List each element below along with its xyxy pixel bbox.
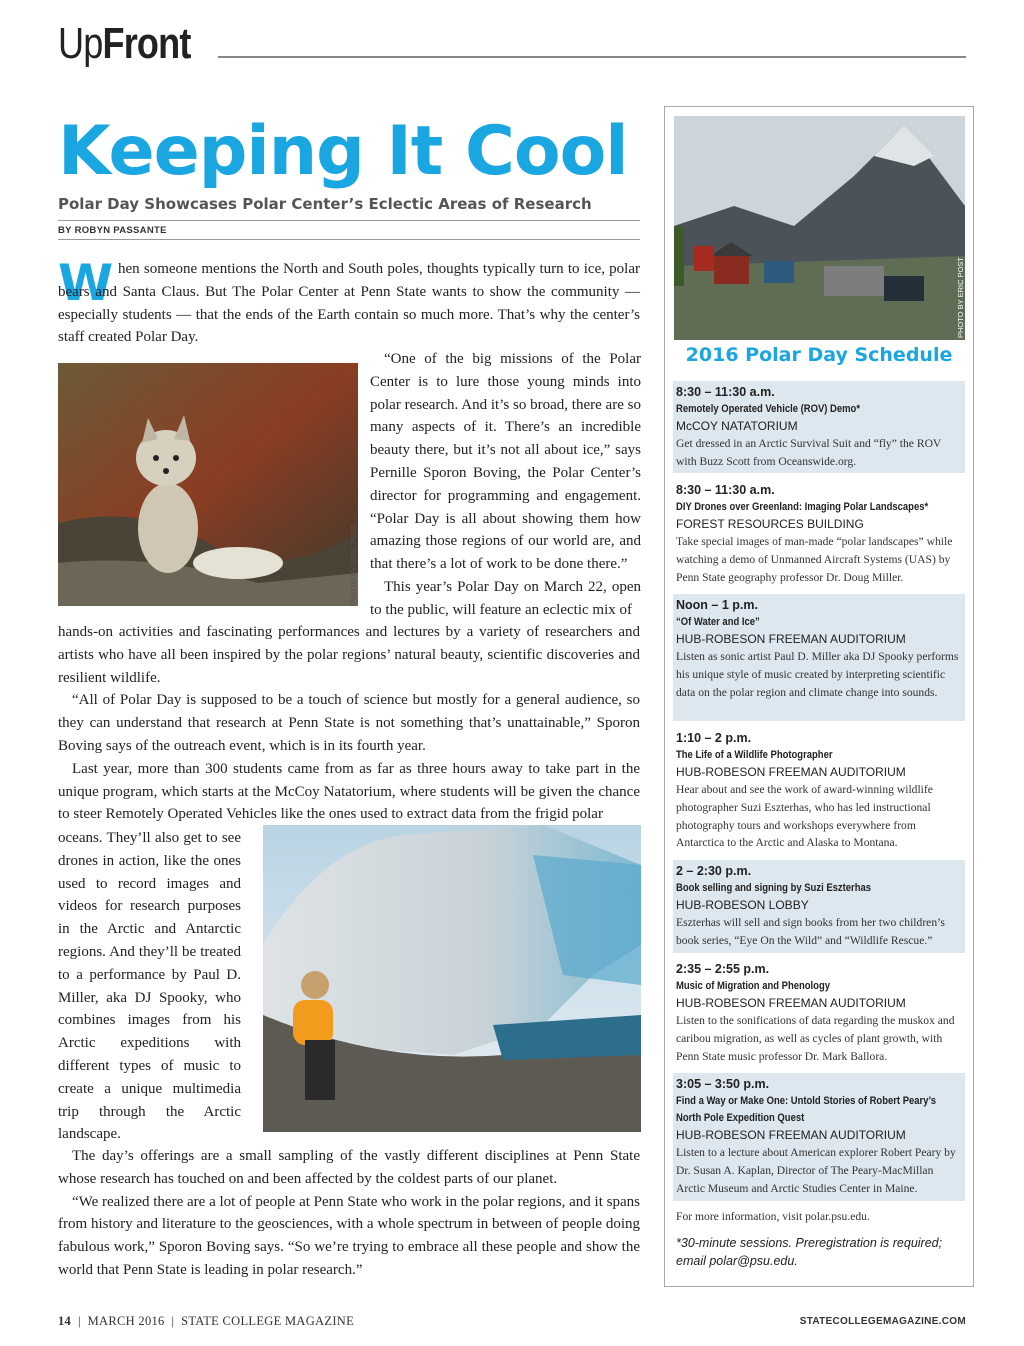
magazine-name: STATE COLLEGE MAGAZINE (181, 1314, 355, 1328)
event-name: Remotely Operated Vehicle (ROV) Demo* (676, 403, 860, 415)
event-time: 3:05 – 3:50 p.m. (676, 1077, 770, 1091)
event-desc: Hear about and see the work of award-winning wildlife photographer Suzi Eszterhas, who has led instructional photography tours and workshops everywhere from Antarctica to the Arctic and Alaska to Montana. (676, 783, 933, 850)
event-time: Noon – 1 p.m. (676, 598, 758, 612)
event-name: Find a Way or Make One: Untold Stories of Robert Peary’s North Pole Expedition Quest (676, 1095, 937, 1124)
schedule-title: 2016 Polar Day Schedule (685, 344, 953, 366)
footer-left: 14 | MARCH 2016 | STATE COLLEGE MAGAZINE (58, 1314, 355, 1328)
paragraph-5-column (58, 827, 241, 1146)
arctic-fox-image (58, 363, 358, 606)
issue-date: MARCH 2016 (87, 1314, 165, 1328)
event-name: “Of Water and Ice” (676, 616, 760, 628)
page-number: 14 (58, 1314, 72, 1328)
event-desc: Listen as sonic artist Paul D. Miller aka DJ Spooky performs his unique style of music created by interpreting scientific data on the polar region and climate change into sounds. (676, 650, 959, 699)
event-time: 2:35 – 2:55 p.m. (676, 962, 770, 976)
event-desc: Eszterhas will sell and sign books from her two children’s book series, “Eye On the Wild” and “Wildlife Rescue.” (676, 916, 945, 947)
event-time: 1:10 – 2 p.m. (676, 731, 752, 745)
paragraph-3 (58, 621, 640, 826)
paragraph-3-start: This year’s Polar Day on March 22, open to the public, will feature an eclectic mix of (370, 578, 641, 618)
subtitle-rule (58, 220, 640, 221)
header-rule (218, 56, 966, 58)
drop-cap: W (58, 254, 114, 312)
paragraph-4: “All of Polar Day is supposed to be a touch of science but mostly for a general audience, so they can understand that research at Penn State is not something that’s unattainable,” Sporon Boving says of the outreach event, which is in its fourth year. (58, 692, 640, 754)
arctic-fox-photo (58, 363, 358, 606)
village-photo-credit: PHOTO BY ERIC POST (956, 257, 965, 338)
paragraph-7: “We realized there are a lot of people at Penn State who work in the polar regions, and it spans from history and literature to the geosciences, with a whole spectrum in between of people doing fabulous work,” Sporon Boving says. “So we’re trying to embrace all these people and show the world that Penn State is leading in polar research.” (58, 1193, 640, 1278)
section-header (58, 19, 191, 68)
event-time: 2 – 2:30 p.m. (676, 864, 752, 878)
paragraph-5-rest: oceans. They’ll also get to see drones in action, like the ones used to record images and videos for research purposes in the Arctic and Antarctic regions. And they’ll be treated to a performance by Paul D. Miller, aka DJ Spooky, who combines images from his Arctic expeditions with different types of music to create a unique multimedia trip through the Arctic landscape. (58, 830, 241, 1143)
event-desc: Get dressed in an Arctic Survival Suit and “fly” the ROV with Buzz Scott from Oceanswide.org. (676, 437, 942, 468)
event-place: FOREST RESOURCES BUILDING (676, 517, 864, 531)
event-desc: Listen to the sonifications of data regarding the muskox and caribou migration, as well as cycles of plant growth, with Penn State music professor Dr. Mark Ballora. (676, 1014, 955, 1063)
section-header-up: Up (58, 19, 103, 68)
paragraph-5-start: Last year, more than 300 students came from as far as three hours away to take part in the unique program, which starts at the McCoy Natatorium, where students will be given the chance to steer Remotely Operated Vehicles like the ones used to extract data from the frigid polar (58, 760, 640, 823)
event-desc: Take special images of man-made “polar landscapes” while watching a demo of Unmanned Aircraft Systems (UAS) by Penn State geography professor Dr. Doug Miller. (676, 535, 953, 584)
event-name: DIY Drones over Greenland: Imaging Polar Landscapes* (676, 501, 929, 513)
paragraph-3-rest: hands-on activities and fascinating performances and lectures by a variety of researchers and artists who have all been inspired by the polar regions’ natural beauty, scientific discoveries and resilient wildlife. (58, 624, 640, 686)
paragraph-1 (58, 254, 640, 349)
paragraph-2-text: “One of the big missions of the Polar Center is to lure those young minds into polar research. And it’s so broad, there are so many aspects of it. There’s an incredible beauty there, but it’s not all about ice,” says Pernille Sporon Boving, the Polar Center’s director for programming and engagement. “Polar Day is all about showing them how amazing those regions of our world are, and that there’s a lot of work to be done there.” (370, 351, 641, 573)
glacier-image (263, 825, 641, 1132)
preregistration-note: *30-minute sessions. Preregistration is required; email polar@psu.edu. (676, 1236, 943, 1268)
paragraph-1-text: hen someone mentions the North and South poles, thoughts typically turn to ice, polar bears and Santa Claus. But The Polar Center at Penn State wants to show the community — especially students — that the ends of the Earth contain so much more. That’s why the center’s staff created Polar Day. (58, 261, 640, 346)
event-place: HUB-ROBESON LOBBY (676, 898, 809, 912)
event-desc: Listen to a lecture about American explorer Robert Peary by Dr. Susan A. Kaplan, Director of The Peary-MacMillan Arctic Museum and Arctic Studies Center in Maine. (676, 1146, 956, 1195)
closing-paragraphs (58, 1145, 640, 1282)
event-place: HUB-ROBESON FREEMAN AUDITORIUM (676, 765, 906, 779)
section-header-front: Front (102, 19, 191, 68)
footer-site: STATECOLLEGEMAGAZINE.COM (799, 1316, 966, 1327)
fox-photo-credit: PHOTO BY ERIC POST (349, 524, 358, 605)
byline-rule (58, 239, 640, 240)
greenland-village-photo (674, 116, 965, 340)
byline: BY ROBYN PASSANTE (58, 225, 167, 236)
paragraph-6: The day’s offerings are a small sampling of the vastly different disciplines at Penn State whose research has touched on and been affected by the coldest parts of our planet. (58, 1148, 640, 1187)
event-time: 8:30 – 11:30 a.m. (676, 483, 775, 497)
schedule-event (673, 727, 965, 855)
event-place: HUB-ROBESON FREEMAN AUDITORIUM (676, 996, 906, 1010)
event-place: HUB-ROBESON FREEMAN AUDITORIUM (676, 632, 906, 646)
schedule-event (673, 1073, 965, 1201)
village-image (674, 116, 965, 340)
schedule-event (673, 381, 965, 473)
event-name: The Life of a Wildlife Photographer (676, 749, 833, 761)
schedule-event (673, 860, 965, 953)
glacier-photo (263, 825, 641, 1132)
schedule-event (673, 958, 965, 1068)
event-name: Book selling and signing by Suzi Eszterhas (676, 882, 872, 894)
article-subtitle: Polar Day Showcases Polar Center’s Eclectic Areas of Research (58, 195, 592, 213)
event-time: 8:30 – 11:30 a.m. (676, 385, 775, 399)
article-title: Keeping It Cool (58, 112, 628, 191)
schedule-event (673, 479, 965, 589)
schedule-event (673, 594, 965, 721)
event-place: HUB-ROBESON FREEMAN AUDITORIUM (676, 1128, 906, 1142)
event-place: McCOY NATATORIUM (676, 419, 798, 433)
paragraph-2 (370, 348, 641, 622)
event-name: Music of Migration and Phenology (676, 980, 830, 992)
more-info: For more information, visit polar.psu.edu. (676, 1210, 870, 1223)
